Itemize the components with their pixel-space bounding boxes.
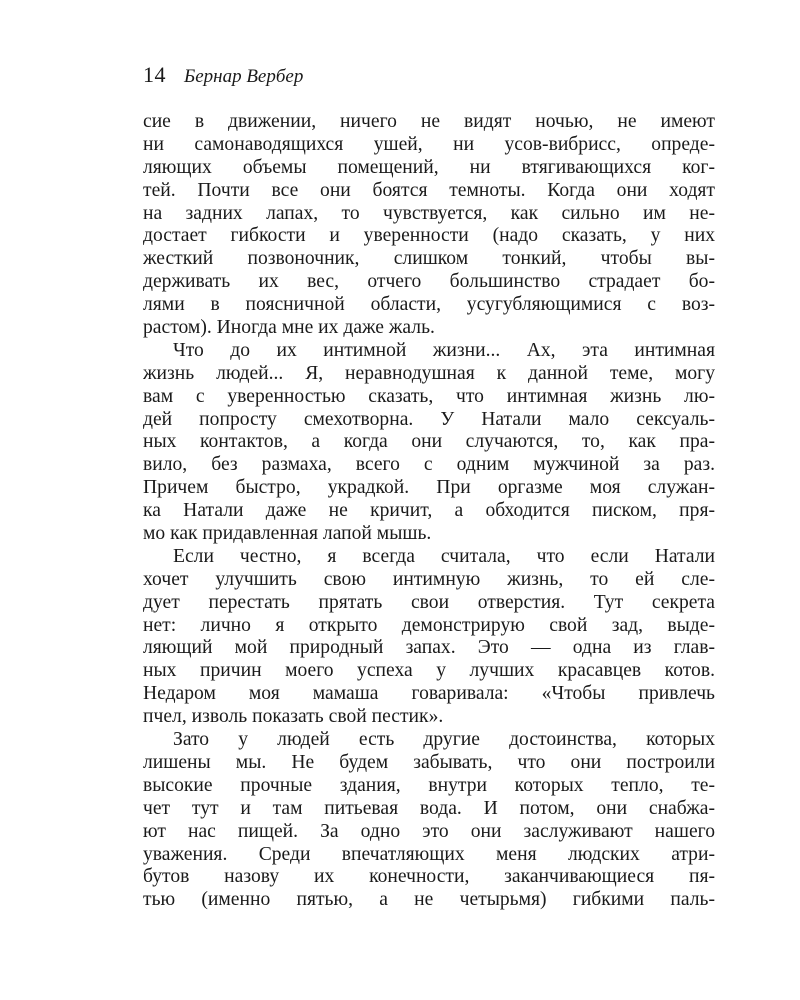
text-line: чет тут и там питьевая вода. И потом, они снабжа- — [143, 797, 715, 819]
paragraph — [143, 546, 715, 729]
text-line: тью (именно пятью, а не четырьмя) гибкими паль- — [143, 889, 715, 911]
running-title: Бернар Вербер — [184, 66, 304, 87]
page-header — [143, 62, 303, 88]
text-line: Зато у людей есть другие достоинства, которых — [173, 729, 715, 751]
text-line: лишены мы. Не будем забывать, что они построили — [143, 751, 715, 773]
text-line: ных причин моего успеха у лучших красавцев котов. — [143, 660, 715, 682]
body-text — [143, 111, 715, 912]
text-line: ных контактов, а когда они случаются, то, как пра- — [143, 431, 715, 453]
text-line: Недаром моя мамаша говаривала: «Чтобы привлечь — [143, 683, 715, 705]
text-line: дей попросту смехотворна. У Натали мало сексуаль- — [143, 408, 715, 430]
text-line: Если честно, я всегда считала, что если Натали — [173, 545, 715, 567]
text-line: Причем быстро, украдкой. При оргазме моя служан- — [143, 477, 715, 499]
text-line: нет: лично я открыто демонстрирую свой зад, выде- — [143, 614, 715, 636]
paragraph — [143, 111, 715, 340]
text-line: вило, без размаха, всего с одним мужчиной за раз. — [143, 454, 715, 476]
text-line: уважения. Среди впечатляющих меня людских атри- — [143, 843, 715, 865]
paragraph — [143, 340, 715, 546]
text-line: бутов назову их конечности, заканчивающиеся пя- — [143, 866, 715, 888]
page-number: 14 — [143, 62, 166, 87]
text-line: высокие прочные здания, внутри которых тепло, те- — [143, 774, 715, 796]
text-line: растом). Иногда мне их даже жаль. — [143, 317, 435, 339]
text-line: мо как придавленная лапой мышь. — [143, 523, 432, 545]
text-line: достает гибкости и уверенности (надо сказать, у них — [143, 225, 715, 247]
text-line: тей. Почти все они боятся темноты. Когда они ходят — [143, 179, 715, 201]
text-line: жесткий позвоночник, слишком тонкий, чтобы вы- — [143, 248, 715, 270]
text-line: дует перестать прятать свои отверстия. Тут секрета — [143, 591, 715, 613]
text-line: лями в поясничной области, усугубляющимися с воз- — [143, 294, 715, 316]
text-line: на задних лапах, то чувствуется, как сильно им не- — [143, 202, 715, 224]
text-line: сие в движении, ничего не видят ночью, не имеют — [143, 111, 715, 132]
text-line: Что до их интимной жизни... Ах, эта интимная — [173, 339, 715, 361]
text-line: хочет улучшить свою интимную жизнь, то ей сле- — [143, 568, 715, 590]
text-line: ка Натали даже не кричит, а обходится писком, пря- — [143, 500, 715, 522]
text-line: ляющих объемы помещений, ни втягивающихся ког- — [143, 156, 715, 178]
text-line: держивать их вес, отчего большинство страдает бо- — [143, 271, 715, 293]
text-line: ляющий мой природный запах. Это — одна из глав- — [143, 637, 715, 659]
text-line: ни самонаводящихся ушей, ни усов-вибрисс, опреде- — [143, 133, 715, 155]
text-line: жизнь людей... Я, неравнодушная к данной теме, могу — [143, 362, 715, 384]
text-line: ют нас пищей. За одно это они заслуживают нашего — [143, 820, 715, 842]
paragraph — [143, 729, 715, 912]
text-line: пчел, изволь показать свой пестик». — [143, 706, 444, 728]
text-line: вам с уверенностью сказать, что интимная жизнь лю- — [143, 385, 715, 407]
